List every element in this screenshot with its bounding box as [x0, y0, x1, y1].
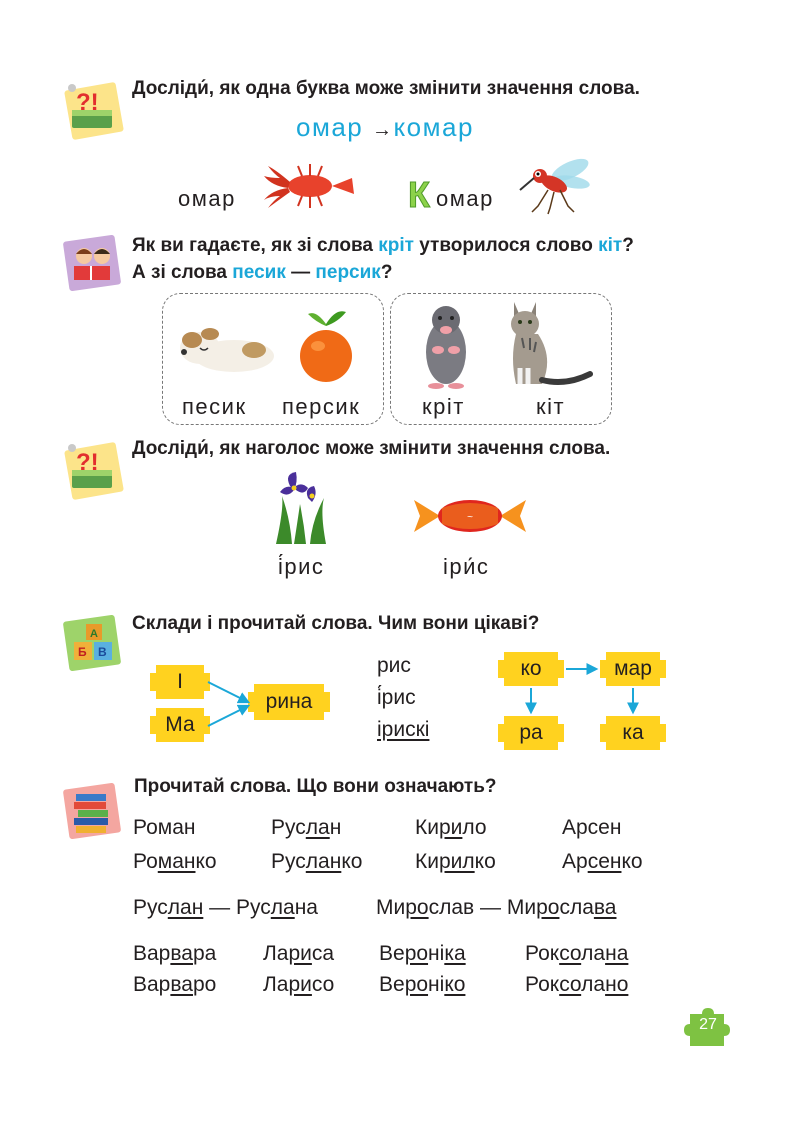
transform-from: омар — [296, 112, 364, 142]
sticker-question-icon — [60, 80, 124, 140]
mole-icon — [418, 300, 474, 390]
section5-instruction: Прочитай слова. Що вони означають? — [134, 776, 497, 797]
word-mosquito-rest: омар — [436, 186, 494, 211]
pair-myroslav-myroslava: Мирослав — Мирослава — [376, 896, 617, 919]
name-veronika: Вероніка — [379, 942, 466, 965]
label-krit: кріт — [422, 394, 465, 419]
name-larysa: Лариса — [263, 942, 335, 965]
list-word-iris: і́рис — [377, 686, 416, 709]
arrows-left-group — [200, 670, 260, 740]
name-ruslan: Руслан — [271, 816, 342, 839]
word-persyk: персик — [315, 262, 381, 283]
tile-ko: ко — [498, 652, 564, 686]
label-pesyk: песик — [182, 394, 247, 419]
name-romanko: Романко — [133, 850, 217, 873]
word-pesyk: песик — [232, 262, 286, 283]
iris-flower-icon — [268, 468, 334, 544]
puppy-icon — [170, 318, 278, 378]
word-krit: кріт — [378, 235, 414, 256]
svg-text:А: А — [90, 628, 98, 640]
svg-text:Б: Б — [78, 645, 87, 659]
section2-line2: А зі слова песик — персик? — [132, 262, 393, 283]
lobster-icon — [262, 156, 362, 214]
books-stack-icon — [60, 780, 124, 840]
name-veroniko: Вероніко — [379, 973, 466, 996]
tile-mar: мар — [600, 652, 666, 686]
page-number-badge — [684, 1006, 732, 1048]
arrows-grid-group — [490, 640, 680, 730]
letter-k-green: К — [408, 174, 430, 215]
name-roman: Роман — [133, 816, 196, 839]
tile-ryna: рина — [248, 684, 330, 720]
pair-ruslan-ruslana: Руслан — Руслана — [133, 896, 318, 919]
section2-line1: Як ви гадаєте, як зі слова кріт утворилося слово кіт? — [132, 235, 634, 256]
list-word-iryski: ірискі — [377, 718, 430, 741]
tile-i: І — [150, 665, 210, 699]
name-kyrylo: Кирило — [415, 816, 487, 839]
name-arsen: Арсен — [562, 816, 622, 839]
label-persyk: персик — [282, 394, 361, 419]
name-roksolano: Роксолано — [525, 973, 629, 996]
arrow-right-icon: → — [372, 119, 394, 141]
candy-icon — [410, 494, 530, 538]
sticker-question-icon — [60, 440, 124, 500]
name-laryso: Ларисо — [263, 973, 335, 996]
tile-ra: ра — [498, 716, 564, 750]
name-ruslanko: Русланко — [271, 850, 363, 873]
section4-instruction: Склади і прочитай слова. Чим вони цікаві? — [132, 613, 540, 634]
abc-blocks-icon — [60, 612, 124, 672]
svg-text:?!: ?! — [76, 89, 99, 116]
kids-reading-icon — [60, 232, 124, 292]
name-kyrylko: Кирилко — [415, 850, 496, 873]
word-lobster: омар — [178, 186, 236, 211]
transform-line — [296, 112, 474, 143]
svg-text:?!: ?! — [76, 449, 99, 476]
page-number: 27 — [699, 1016, 717, 1033]
list-word-rys: рис — [377, 654, 411, 677]
word-iris-candy: іри́с — [443, 554, 490, 579]
section1-instruction: Досліди́, як одна буква може змінити значення слова. — [132, 78, 640, 99]
word-kit: кіт — [598, 235, 623, 256]
name-varvaro: Варваро — [133, 973, 217, 996]
name-arsenko: Арсенко — [562, 850, 643, 873]
svg-text:~: ~ — [467, 512, 473, 523]
cat-icon — [494, 298, 594, 390]
word-iris-flower: і́рис — [278, 554, 325, 579]
svg-text:В: В — [98, 645, 107, 659]
section3-instruction: Досліди́, як наголос може змінити значення слова. — [132, 438, 611, 459]
transform-to: комар — [393, 112, 474, 142]
tile-ma: Ма — [150, 708, 210, 742]
peach-icon — [296, 304, 356, 388]
name-varvara: Варвара — [133, 942, 217, 965]
label-kit: кіт — [536, 394, 566, 419]
tile-ka: ка — [600, 716, 666, 750]
name-roksolana: Роксолана — [525, 942, 629, 965]
mosquito-icon — [514, 150, 598, 216]
